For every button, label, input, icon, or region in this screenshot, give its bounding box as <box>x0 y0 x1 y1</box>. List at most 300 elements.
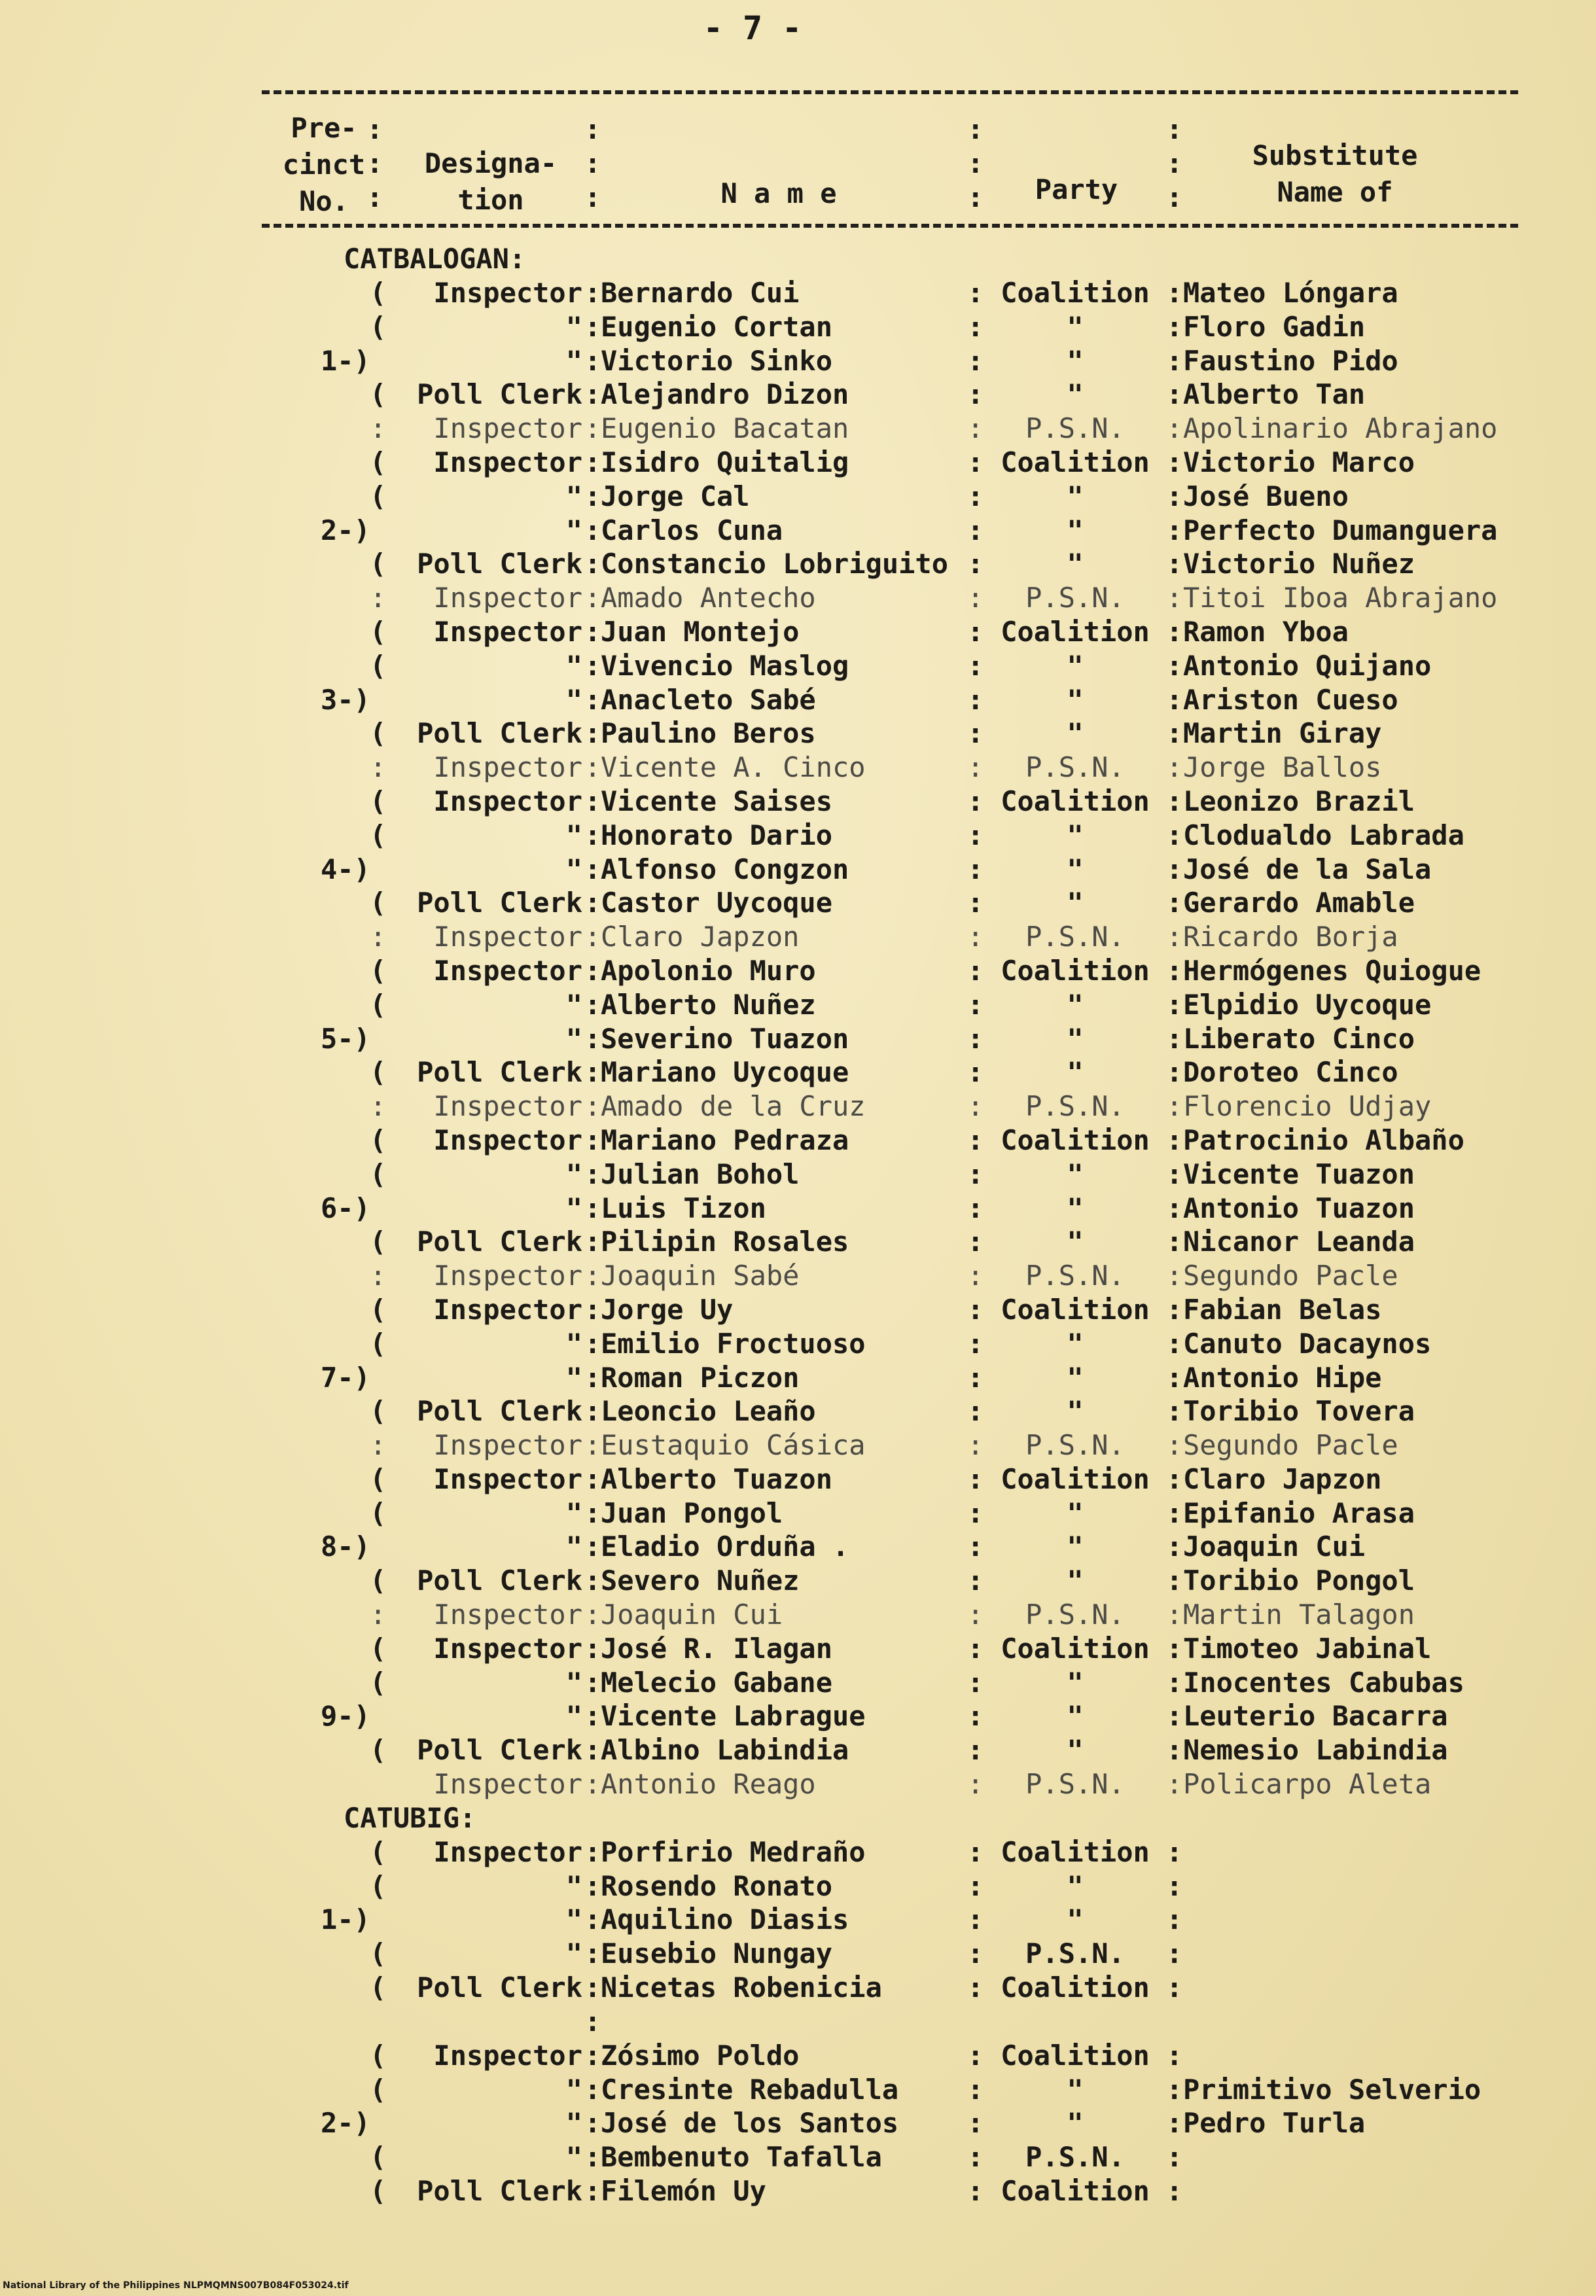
table-row <box>0 547 1596 581</box>
designation: Poll Clerk <box>417 1056 582 1089</box>
designation: " <box>565 853 582 885</box>
party: Coalition <box>1001 2039 1150 2072</box>
designation: Poll Clerk <box>417 1226 582 1258</box>
precinct-number: 2-) <box>321 514 370 546</box>
table-row <box>0 1428 1596 1462</box>
substitute-name: Perfecto Dumanguera <box>1183 514 1498 546</box>
substitute-name: Ricardo Borja <box>1183 921 1398 953</box>
party: Coalition <box>1001 1293 1150 1326</box>
substitute-name: Liberato Cinco <box>1183 1022 1415 1055</box>
separator: : <box>967 1056 984 1089</box>
table-row <box>0 853 1596 887</box>
designation: Poll Clerk <box>417 1734 582 1767</box>
header-colons-2: : : : <box>584 113 601 213</box>
separator: : <box>584 1564 601 1597</box>
substitute-name: Ramon Yboa <box>1183 615 1349 648</box>
party: " <box>1067 1361 1084 1394</box>
separator: : <box>1166 1734 1183 1767</box>
substitute-name: Nicanor Leanda <box>1183 1226 1415 1258</box>
official-name: Eustaquio Cásica <box>601 1429 866 1462</box>
designation: " <box>565 1327 582 1360</box>
table-row <box>0 412 1596 446</box>
row-bracket: : <box>370 582 387 614</box>
official-name: Joaquin Sabé <box>601 1260 800 1292</box>
separator: : <box>584 1869 601 1902</box>
table-row <box>0 1666 1596 1700</box>
row-bracket: ( <box>370 1123 387 1156</box>
separator: : <box>1166 1192 1183 1224</box>
precinct-number: 2-) <box>321 2107 370 2140</box>
row-bracket: : <box>370 751 387 784</box>
row-bracket: ( <box>370 1157 387 1190</box>
officials-table <box>0 242 1596 2208</box>
table-row <box>0 1530 1596 1564</box>
row-bracket: ( <box>370 480 387 512</box>
separator: : <box>584 1768 601 1801</box>
substitute-name: Apolinario Abrajano <box>1183 412 1498 445</box>
official-name: Cresinte Rebadulla <box>601 2073 899 2106</box>
separator: : <box>584 446 601 478</box>
substitute-name: Inocentes Cabubas <box>1183 1666 1464 1699</box>
row-bracket: ( <box>370 649 387 682</box>
table-row <box>0 1327 1596 1361</box>
town-label: CATUBIG: <box>344 1801 476 1834</box>
separator: : <box>967 1157 984 1190</box>
party: " <box>1067 717 1084 750</box>
separator: : <box>584 2175 601 2208</box>
separator: : <box>967 1293 984 1326</box>
separator: : <box>584 1632 601 1665</box>
separator: : <box>967 1971 984 2004</box>
separator: : <box>967 1903 984 1936</box>
official-name: Honorato Dario <box>601 819 833 851</box>
separator: : <box>1166 582 1183 614</box>
separator: : <box>1166 683 1183 716</box>
separator: : <box>584 1496 601 1529</box>
party: " <box>1067 1226 1084 1258</box>
designation: " <box>565 1903 582 1936</box>
separator: : <box>967 853 984 885</box>
row-bracket: ( <box>370 1971 387 2004</box>
separator: : <box>584 2005 601 2038</box>
table-row <box>0 1937 1596 1971</box>
designation: Inspector <box>433 1090 582 1123</box>
substitute-name: Victorio Marco <box>1183 446 1415 478</box>
party: " <box>1067 1395 1084 1428</box>
separator: : <box>1166 1226 1183 1258</box>
separator: : <box>584 548 601 580</box>
table-row <box>0 276 1596 310</box>
separator: : <box>584 1293 601 1326</box>
separator: : <box>1166 1564 1183 1597</box>
designation: " <box>565 344 582 377</box>
party: Coalition <box>1001 785 1150 817</box>
separator: : <box>584 853 601 885</box>
separator: : <box>584 1462 601 1495</box>
substitute-name: Segundo Pacle <box>1183 1260 1398 1292</box>
official-name: Alberto Nuñez <box>601 988 816 1021</box>
substitute-name: Primitivo Selverio <box>1183 2073 1481 2106</box>
row-bracket: ( <box>370 310 387 343</box>
designation: Inspector <box>433 446 582 478</box>
party: " <box>1067 853 1084 885</box>
party: Coalition <box>1001 954 1150 987</box>
separator: : <box>1166 717 1183 750</box>
separator: : <box>584 1903 601 1936</box>
separator: : <box>967 1462 984 1495</box>
substitute-name: Policarpo Aleta <box>1183 1768 1432 1801</box>
table-row <box>0 1225 1596 1259</box>
table-row <box>0 1259 1596 1293</box>
separator: : <box>584 751 601 784</box>
party: " <box>1067 2107 1084 2140</box>
official-name: Pilipin Rosales <box>601 1226 849 1258</box>
separator: : <box>1166 310 1183 343</box>
separator: : <box>1166 853 1183 885</box>
party: " <box>1067 1327 1084 1360</box>
designation: Inspector <box>433 1293 582 1326</box>
separator: : <box>1166 1496 1183 1529</box>
table-row <box>0 2039 1596 2073</box>
designation: Inspector <box>433 954 582 987</box>
official-name: Anacleto Sabé <box>601 683 816 716</box>
designation: Inspector <box>433 1260 582 1292</box>
substitute-name: Florencio Udjay <box>1183 1090 1432 1123</box>
row-bracket: ( <box>370 1226 387 1258</box>
separator: : <box>584 1429 601 1462</box>
official-name: Juan Pongol <box>601 1496 783 1529</box>
header-colons-4: : : : <box>1166 113 1183 213</box>
separator: : <box>584 1598 601 1631</box>
separator: : <box>967 1260 984 1292</box>
party: " <box>1067 1056 1084 1089</box>
party: P.S.N. <box>1025 1429 1125 1462</box>
table-row <box>0 581 1596 615</box>
substitute-name: Toribio Tovera <box>1183 1395 1415 1428</box>
separator: : <box>1166 988 1183 1021</box>
separator: : <box>1166 1293 1183 1326</box>
official-name: Vicente A. Cinco <box>601 751 866 784</box>
table-row <box>0 819 1596 853</box>
designation: " <box>565 649 582 682</box>
substitute-name: Toribio Pongol <box>1183 1564 1415 1597</box>
separator: : <box>967 446 984 478</box>
substitute-name: Joaquin Cui <box>1183 1530 1366 1563</box>
header-colons-3: : : : <box>967 113 984 213</box>
party: " <box>1067 1700 1084 1733</box>
designation: Inspector <box>433 1429 582 1462</box>
designation: Poll Clerk <box>417 887 582 919</box>
separator: : <box>584 1530 601 1563</box>
separator: : <box>967 1700 984 1733</box>
separator: : <box>1166 1700 1183 1733</box>
separator: : <box>584 1226 601 1258</box>
designation: " <box>565 1937 582 1970</box>
separator: : <box>967 785 984 817</box>
separator: : <box>584 2141 601 2174</box>
official-name: Amado Antecho <box>601 582 816 614</box>
party: " <box>1067 887 1084 919</box>
official-name: Jorge Cal <box>601 480 750 512</box>
substitute-name: Timoteo Jabinal <box>1183 1632 1432 1665</box>
separator: : <box>967 1226 984 1258</box>
separator: : <box>584 1022 601 1055</box>
party: " <box>1067 2073 1084 2106</box>
designation: " <box>565 1530 582 1563</box>
official-name: Apolonio Muro <box>601 954 816 987</box>
row-bracket: ( <box>370 1666 387 1699</box>
official-name: Eusebio Nungay <box>601 1937 833 1970</box>
table-row <box>0 1564 1596 1598</box>
table-row <box>0 1123 1596 1157</box>
party: " <box>1067 988 1084 1021</box>
designation: " <box>565 514 582 546</box>
party: " <box>1067 683 1084 716</box>
separator: : <box>1166 1260 1183 1292</box>
party: P.S.N. <box>1025 1598 1125 1631</box>
row-bracket: ( <box>370 548 387 580</box>
substitute-name: Faustino Pido <box>1183 344 1398 377</box>
separator: : <box>584 1056 601 1089</box>
official-name: Alberto Tuazon <box>601 1462 833 1495</box>
designation: " <box>565 1496 582 1529</box>
separator: : <box>584 2039 601 2072</box>
separator: : <box>584 1090 601 1123</box>
substitute-name: Claro Japzon <box>1183 1462 1382 1495</box>
row-bracket: ( <box>370 1564 387 1597</box>
designation: Inspector <box>433 921 582 953</box>
table-row <box>0 1157 1596 1192</box>
separator: : <box>967 1361 984 1394</box>
substitute-name: Pedro Turla <box>1183 2107 1366 2140</box>
official-name: Leoncio Leaño <box>601 1395 816 1428</box>
row-spacer <box>0 2005 1596 2039</box>
official-name: Eugenio Cortan <box>601 310 833 343</box>
designation: Inspector <box>433 582 582 614</box>
designation: Poll Clerk <box>417 1971 582 2004</box>
official-name: Porfirio Medraño <box>601 1835 866 1868</box>
table-row <box>0 1971 1596 2005</box>
separator: : <box>1166 1632 1183 1665</box>
separator: : <box>1166 277 1183 309</box>
separator: : <box>967 615 984 648</box>
table-row <box>0 1733 1596 1767</box>
precinct-number: 1-) <box>321 344 370 377</box>
party: P.S.N. <box>1025 582 1125 614</box>
separator: : <box>584 717 601 750</box>
separator: : <box>1166 1869 1183 1902</box>
table-row <box>0 886 1596 920</box>
official-name: Eladio Orduña . <box>601 1530 849 1563</box>
official-name: Eugenio Bacatan <box>601 412 849 445</box>
party: " <box>1067 1496 1084 1529</box>
separator: : <box>584 1192 601 1224</box>
official-name: Claro Japzon <box>601 921 800 953</box>
party: P.S.N. <box>1025 921 1125 953</box>
official-name: Antonio Reago <box>601 1768 816 1801</box>
party: " <box>1067 1022 1084 1055</box>
designation: " <box>565 1700 582 1733</box>
precinct-number: 8-) <box>321 1530 370 1563</box>
table-row <box>0 2106 1596 2140</box>
town-label: CATBALOGAN: <box>344 243 526 275</box>
separator: : <box>584 480 601 512</box>
separator: : <box>584 1361 601 1394</box>
party: " <box>1067 480 1084 512</box>
row-bracket: ( <box>370 887 387 919</box>
table-row <box>0 1462 1596 1496</box>
row-bracket: ( <box>370 1835 387 1868</box>
separator: : <box>1166 548 1183 580</box>
party: " <box>1067 1869 1084 1902</box>
separator: : <box>1166 1462 1183 1495</box>
separator: : <box>584 2107 601 2140</box>
designation: " <box>565 1666 582 1699</box>
separator: : <box>1166 2175 1183 2208</box>
separator: : <box>584 1157 601 1190</box>
official-name: Severino Tuazon <box>601 1022 849 1055</box>
party: Coalition <box>1001 1123 1150 1156</box>
row-bracket: ( <box>370 988 387 1021</box>
table-row <box>0 310 1596 344</box>
substitute-name: José de la Sala <box>1183 853 1432 885</box>
separator: : <box>967 1090 984 1123</box>
footer-source: National Library of the Philippines NLPMQMNS007B084F053024.tif <box>3 2280 349 2291</box>
separator: : <box>967 683 984 716</box>
separator: : <box>1166 785 1183 817</box>
separator: : <box>1166 1123 1183 1156</box>
substitute-name: Nemesio Labindia <box>1183 1734 1448 1767</box>
official-name: Filemón Uy <box>601 2175 766 2208</box>
separator: : <box>584 887 601 919</box>
designation: " <box>565 683 582 716</box>
party: Coalition <box>1001 1835 1150 1868</box>
substitute-name: Ariston Cueso <box>1183 683 1398 716</box>
table-row <box>0 751 1596 785</box>
separator: : <box>967 1123 984 1156</box>
separator: : <box>584 1395 601 1428</box>
party: Coalition <box>1001 1971 1150 2004</box>
designation: " <box>565 2073 582 2106</box>
row-bracket: ( <box>370 1632 387 1665</box>
separator: : <box>967 1530 984 1563</box>
separator: : <box>967 1598 984 1631</box>
row-bracket: : <box>370 1429 387 1462</box>
separator: : <box>584 1937 601 1970</box>
table-row <box>0 446 1596 480</box>
separator: : <box>1166 1056 1183 1089</box>
official-name: Isidro Quitalig <box>601 446 849 478</box>
official-name: Bembenuto Tafalla <box>601 2141 882 2174</box>
official-name: Amado de la Cruz <box>601 1090 866 1123</box>
official-name: Carlos Cuna <box>601 514 783 546</box>
table-row <box>0 2140 1596 2174</box>
separator: : <box>967 1869 984 1902</box>
separator: : <box>967 887 984 919</box>
party: Coalition <box>1001 1632 1150 1665</box>
party: " <box>1067 310 1084 343</box>
official-name: Bernardo Cui <box>601 277 800 309</box>
separator: : <box>1166 1327 1183 1360</box>
table-row <box>0 1089 1596 1123</box>
official-name: José R. Ilagan <box>601 1632 833 1665</box>
table-row <box>0 378 1596 412</box>
separator: : <box>967 1327 984 1360</box>
header-bottom-rule <box>262 224 1518 228</box>
row-bracket: ( <box>370 378 387 411</box>
party: P.S.N. <box>1025 1260 1125 1292</box>
row-bracket: ( <box>370 785 387 817</box>
separator: : <box>584 1700 601 1733</box>
table-row <box>0 514 1596 548</box>
substitute-name: Vicente Tuazon <box>1183 1157 1415 1190</box>
separator: : <box>967 582 984 614</box>
row-bracket: ( <box>370 615 387 648</box>
separator: : <box>584 1734 601 1767</box>
table-row <box>0 615 1596 649</box>
table-row <box>0 1496 1596 1530</box>
row-bracket: : <box>370 1260 387 1292</box>
designation: Inspector <box>433 1632 582 1665</box>
row-bracket: ( <box>370 819 387 851</box>
party: P.S.N. <box>1025 1937 1125 1970</box>
official-name: Severo Nuñez <box>601 1564 800 1597</box>
official-name: Alejandro Dizon <box>601 378 849 411</box>
row-bracket: ( <box>370 1056 387 1089</box>
party: Coalition <box>1001 446 1150 478</box>
separator: : <box>967 1937 984 1970</box>
separator: : <box>584 1260 601 1292</box>
designation: " <box>565 2141 582 2174</box>
row-bracket: ( <box>370 446 387 478</box>
table-row <box>0 683 1596 717</box>
designation: Poll Clerk <box>417 378 582 411</box>
separator: : <box>967 1564 984 1597</box>
substitute-name: Elpidio Uycoque <box>1183 988 1432 1021</box>
separator: : <box>584 344 601 377</box>
row-bracket: ( <box>370 717 387 750</box>
separator: : <box>584 615 601 648</box>
party: Coalition <box>1001 615 1150 648</box>
separator: : <box>584 1971 601 2004</box>
separator: : <box>967 751 984 784</box>
town-heading <box>0 1801 1596 1835</box>
official-name: Emilio Froctuoso <box>601 1327 866 1360</box>
row-bracket: ( <box>370 1869 387 1902</box>
row-bracket: ( <box>370 2175 387 2208</box>
separator: : <box>967 1395 984 1428</box>
separator: : <box>584 310 601 343</box>
separator: : <box>1166 1903 1183 1936</box>
designation: Inspector <box>433 1768 582 1801</box>
header-party: Party <box>1035 173 1118 205</box>
separator: : <box>1166 615 1183 648</box>
precinct-number: 7-) <box>321 1361 370 1394</box>
separator: : <box>967 378 984 411</box>
precinct-number: 6-) <box>321 1192 370 1224</box>
separator: : <box>584 683 601 716</box>
designation: " <box>565 2107 582 2140</box>
separator: : <box>967 1666 984 1699</box>
precinct-number: 5-) <box>321 1022 370 1055</box>
official-name: Vicente Saises <box>601 785 833 817</box>
separator: : <box>967 1835 984 1868</box>
party: " <box>1067 1157 1084 1190</box>
table-row <box>0 1394 1596 1428</box>
separator: : <box>584 1327 601 1360</box>
separator: : <box>584 1666 601 1699</box>
separator: : <box>967 2107 984 2140</box>
